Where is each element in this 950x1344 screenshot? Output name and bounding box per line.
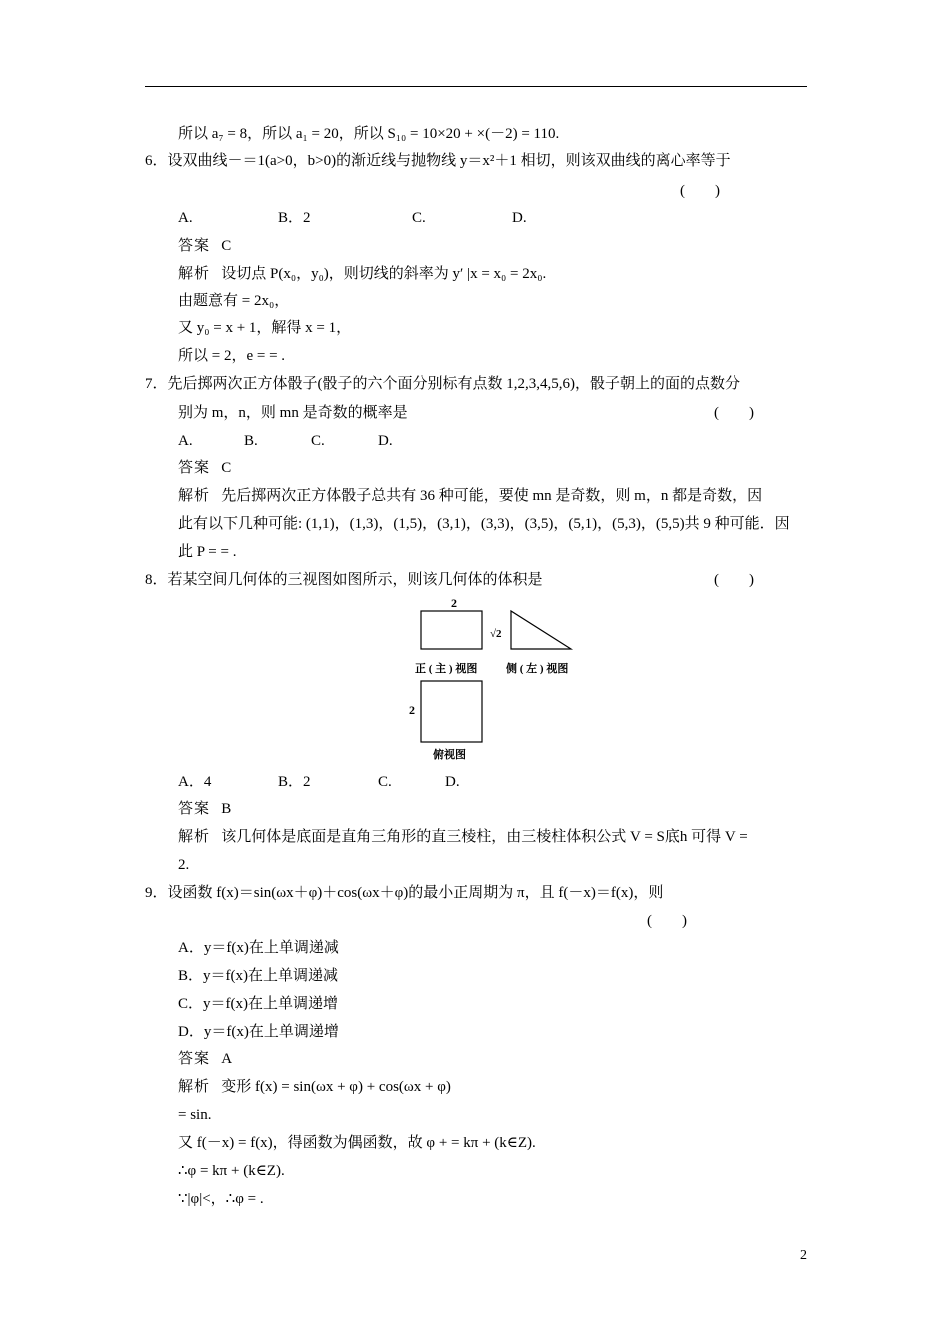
answer-value: A bbox=[221, 1051, 233, 1067]
option-a: A. bbox=[178, 433, 193, 449]
solution-label: 解析 bbox=[178, 266, 211, 282]
solution-label: 解析 bbox=[178, 488, 211, 504]
page-number: 2 bbox=[800, 1248, 807, 1263]
question-9: 9．设函数 f(x)＝sin(ωx＋φ)＋cos(ωx＋φ)的最小正周期为 π，且 f(－x)＝f(x)，则 bbox=[145, 885, 664, 901]
question-6: 6．设双曲线－＝1(a>0，b>0)的渐近线与抛物线 y＝x²＋1 相切，则该双曲线的离心率等于 bbox=[145, 153, 731, 169]
answer-value: C bbox=[221, 238, 232, 254]
solution-line: 又 y₀ = x + 1，解得 x = 1， bbox=[178, 320, 352, 336]
side-view-label: 侧 ( 左 ) 视图 bbox=[506, 663, 569, 675]
solution-line: 此 P = = . bbox=[178, 544, 237, 560]
solution-text: 先后掷两次正方体骰子总共有 36 种可能，要使 mn 是奇数，则 m，n 都是奇数，因 bbox=[221, 488, 763, 504]
answer-line bbox=[178, 799, 231, 819]
front-view-width-label: 2 bbox=[451, 596, 457, 610]
answer-paren: ( ) bbox=[714, 572, 754, 588]
option-b: B．2 bbox=[278, 210, 311, 226]
option-a: A．y＝f(x)在上单调递减 bbox=[178, 940, 339, 956]
top-view-side-label: 2 bbox=[409, 703, 415, 717]
option-c: C. bbox=[311, 433, 325, 449]
answer-line bbox=[178, 1049, 232, 1069]
solution-line: 又 f(－x) = f(x)，得函数为偶函数，故 φ + = kπ + (k∈Z). bbox=[178, 1135, 536, 1151]
solution-line bbox=[178, 486, 762, 506]
front-view-rect bbox=[421, 611, 482, 649]
option-b: B．y＝f(x)在上单调递减 bbox=[178, 968, 338, 984]
option-d: D. bbox=[378, 433, 393, 449]
answer-paren: ( ) bbox=[714, 405, 754, 421]
question-7-cont: 别为 m，n，则 mn 是奇数的概率是 bbox=[178, 405, 408, 421]
option-d: D. bbox=[512, 210, 527, 226]
solution-line bbox=[178, 827, 748, 847]
option-d: D．y＝f(x)在上单调递增 bbox=[178, 1024, 339, 1040]
answer-line bbox=[178, 236, 231, 256]
solution-label: 解析 bbox=[178, 1079, 211, 1095]
option-b: B. bbox=[244, 433, 258, 449]
option-c: C．y＝f(x)在上单调递增 bbox=[178, 996, 338, 1012]
solution-label: 解析 bbox=[178, 829, 211, 845]
solution-text: 变形 f(x) = sin(ωx + φ) + cos(ωx + φ) bbox=[221, 1079, 451, 1095]
solution-line: 此有以下几种可能: (1,1)，(1,3)，(1,5)，(3,1)，(3,3)，(3,5)，(5,1)，(5,3)，(5,5)共 9 种可能．因 bbox=[178, 516, 790, 532]
solution-line bbox=[178, 1077, 451, 1097]
solution-line: 所以 = 2，e = = . bbox=[178, 348, 286, 364]
answer-line bbox=[178, 458, 231, 478]
solution-line: 2. bbox=[178, 857, 190, 873]
front-view-label: 正 ( 主 ) 视图 bbox=[415, 663, 478, 675]
question-8: 8．若某空间几何体的三视图如图所示，则该几何体的体积是 bbox=[145, 572, 543, 588]
answer-value: B bbox=[221, 801, 232, 817]
solution-line: = sin. bbox=[178, 1107, 212, 1123]
top-view-rect bbox=[421, 681, 482, 742]
option-b: B．2 bbox=[278, 774, 311, 790]
solution-line: 由题意有 = 2x₀， bbox=[178, 293, 290, 309]
answer-paren: ( ) bbox=[680, 183, 720, 199]
option-a: A. bbox=[178, 210, 193, 226]
three-view-figure bbox=[405, 592, 585, 762]
answer-paren: ( ) bbox=[647, 913, 687, 929]
solution-line: 所以 a₇ = 8，所以 a₁ = 20，所以 S₁₀ = 10×20 + ×(－2) = 110. bbox=[178, 126, 560, 142]
question-7: 7．先后掷两次正方体骰子(骰子的六个面分别标有点数 1,2,3,4,5,6)，骰子朝上的面的点数分 bbox=[145, 376, 740, 392]
solution-text: 设切点 P(x₀，y₀)，则切线的斜率为 y′ |x = x₀ = 2x₀. bbox=[221, 266, 547, 282]
side-view-height-label: √2 bbox=[490, 628, 502, 640]
top-view-label: 俯视图 bbox=[433, 749, 466, 761]
option-c: C. bbox=[412, 210, 426, 226]
solution-line bbox=[178, 264, 546, 284]
answer-label: 答案 bbox=[178, 460, 211, 476]
header-rule bbox=[145, 86, 807, 87]
option-a: A．4 bbox=[178, 774, 212, 790]
option-d: D. bbox=[445, 774, 460, 790]
answer-label: 答案 bbox=[178, 801, 211, 817]
option-c: C. bbox=[378, 774, 392, 790]
answer-label: 答案 bbox=[178, 1051, 211, 1067]
side-view-triangle bbox=[511, 611, 571, 649]
answer-label: 答案 bbox=[178, 238, 211, 254]
solution-line: ∴φ = kπ + (k∈Z). bbox=[178, 1163, 285, 1179]
answer-value: C bbox=[221, 460, 232, 476]
solution-text: 该几何体是底面是直角三角形的直三棱柱，由三棱柱体积公式 V = S底h 可得 V = bbox=[221, 829, 748, 845]
solution-line: ∵|φ|<，∴φ = . bbox=[178, 1191, 264, 1207]
